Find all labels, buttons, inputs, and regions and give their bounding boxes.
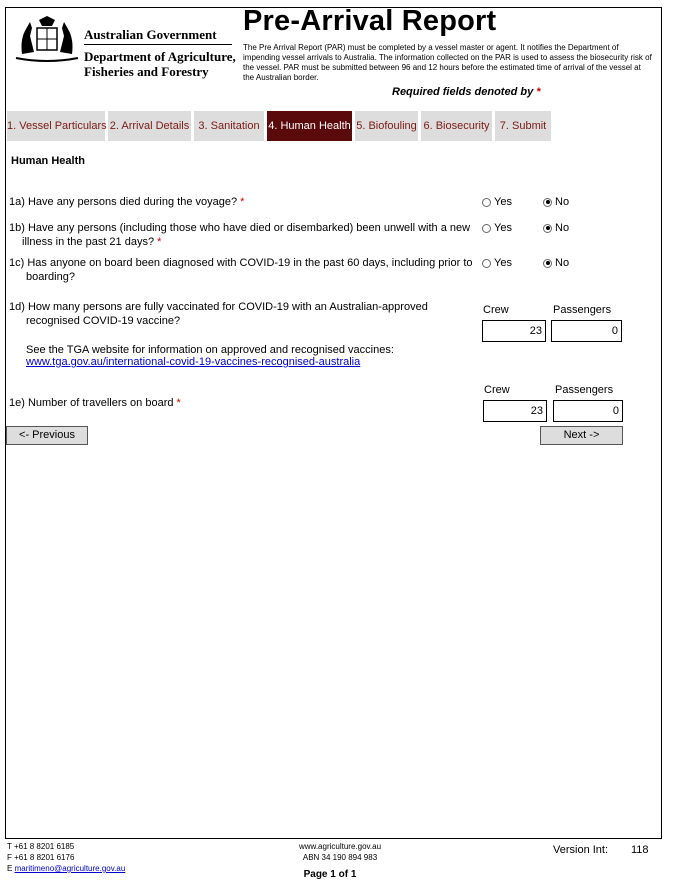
tab-vessel-particulars[interactable]: 1. Vessel Particulars	[7, 111, 105, 141]
section-title: Human Health	[11, 155, 85, 167]
tab-sanitation[interactable]: 3. Sanitation	[194, 111, 264, 141]
tab-submit[interactable]: 7. Submit	[495, 111, 551, 141]
footer-email-link[interactable]: maritimeno@agriculture.gov.au	[14, 864, 126, 873]
coat-of-arms-logo	[12, 14, 82, 64]
logo-divider	[84, 44, 232, 45]
version-value: 118	[631, 844, 649, 856]
tga-note: See the TGA website for information on approved and recognised vaccines:	[26, 344, 394, 356]
question-1e: 1e) Number of travellers on board *	[9, 397, 181, 409]
footer-fax: F +61 8 8201 6176	[7, 853, 75, 862]
question-1a: 1a) Have any persons died during the voyage? *	[9, 196, 245, 208]
tab-human-health[interactable]: 4. Human Health	[267, 111, 352, 141]
next-button[interactable]: Next ->	[540, 426, 623, 445]
q1c-yes-radio[interactable]: Yes	[482, 257, 512, 269]
page-title: Pre-Arrival Report	[243, 5, 497, 37]
version-label: Version Int:	[553, 844, 609, 856]
q1b-yes-radio[interactable]: Yes	[482, 222, 512, 234]
q1c-no-radio[interactable]: No	[543, 257, 569, 269]
footer-abn: ABN 34 190 894 983	[302, 853, 378, 862]
q1d-crew-field[interactable]: 23	[482, 320, 546, 342]
q1b-no-radio[interactable]: No	[543, 222, 569, 234]
question-1b: 1b) Have any persons (including those who have died or disembarked) been unwell with a new illness in the past 21 days? *	[9, 222, 471, 248]
question-1d: 1d) How many persons are fully vaccinated for COVID-19 with an Australian-approved recognised COVID-19 vaccine?	[9, 301, 428, 327]
q1d-passengers-field[interactable]: 0	[551, 320, 622, 342]
tab-arrival-details[interactable]: 2. Arrival Details	[108, 111, 191, 141]
footer-phone: T +61 8 8201 6185	[7, 842, 75, 851]
q1e-crew-label: Crew	[484, 384, 510, 396]
q1d-crew-label: Crew	[483, 304, 509, 316]
tga-link[interactable]: www.tga.gov.au/international-covid-19-vaccines-recognised-australia	[26, 356, 361, 368]
q1e-passengers-label: Passengers	[555, 384, 614, 396]
footer-contact: T +61 8 8201 6185 F +61 8 8201 6176 E maritimeno@agriculture.gov.au	[7, 842, 126, 873]
gov-name: Australian Government	[84, 27, 217, 42]
q1e-passengers-field[interactable]: 0	[553, 400, 623, 422]
page-number: Page 1 of 1	[303, 869, 357, 880]
question-1c: 1c) Has anyone on board been diagnosed with COVID-19 in the past 60 days, including prior to boarding?	[9, 257, 473, 283]
department-name: Department of Agriculture, Fisheries and Forestry	[84, 49, 236, 79]
q1a-no-radio[interactable]: No	[543, 196, 569, 208]
intro-text: The Pre Arrival Report (PAR) must be completed by a vessel master or agent. It notifies the Department of impending vessel arrivals to Australia. The information collected on the PAR is used to assess the biosecurity risk of the vessel. PAR must be submitted between 96 and 12 hours before the estimated time of arrival of the vessel at the Australian border.	[243, 43, 652, 82]
q1d-passengers-label: Passengers	[553, 304, 612, 316]
q1e-crew-field[interactable]: 23	[483, 400, 547, 422]
tab-biofouling[interactable]: 5. Biofouling	[355, 111, 418, 141]
footer-center	[280, 841, 400, 863]
q1a-yes-radio[interactable]: Yes	[482, 196, 512, 208]
tab-biosecurity[interactable]: 6. Biosecurity	[421, 111, 492, 141]
required-note: Required fields denoted by *	[392, 86, 541, 98]
footer-website: www.agriculture.gov.au	[298, 842, 382, 851]
previous-button[interactable]: <- Previous	[6, 426, 88, 445]
